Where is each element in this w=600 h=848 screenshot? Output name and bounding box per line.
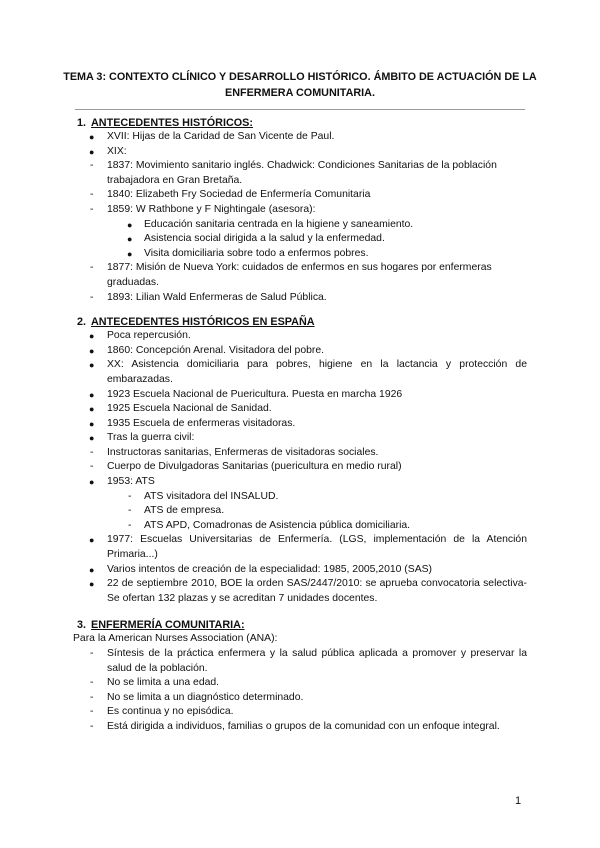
list-item: ● XX: Asistencia domiciliaria para pobres, higiene en la lactancia y protección de embarazadas. (89, 359, 527, 385)
bullet-icon: ● (89, 564, 95, 575)
section-title: ENFERMERÍA COMUNITARIA: (91, 619, 245, 632)
dash-icon: - (90, 461, 94, 473)
list-item: - 1877: Misión de Nueva York: cuidados de enfermos en sus hogares por enfermeras graduadas. (90, 262, 492, 288)
bullet-icon: ● (127, 248, 133, 259)
page-number: 1 (515, 795, 522, 807)
dash-icon: - (90, 262, 94, 274)
list-item: - 1840: Elizabeth Fry Sociedad de Enfermería Comunitaria (0, 188, 600, 203)
dash-icon: - (90, 189, 94, 201)
section-title: ANTECEDENTES HISTÓRICOS EN ESPAÑA (91, 316, 315, 329)
dash-icon: - (90, 720, 94, 732)
section-number: 3. (77, 619, 87, 632)
dash-icon: - (90, 291, 94, 303)
list-item: ● XVII: Hijas de la Caridad de San Vicente de Paul. (0, 130, 600, 145)
sub-list-item: ● Visita domiciliaria sobre todo a enfermos pobres. (0, 247, 600, 262)
list-item: ● 1925 Escuela Nacional de Sanidad. (0, 402, 600, 417)
dash-icon: - (90, 691, 94, 703)
sub-list-item: - ATS de empresa. (0, 504, 600, 519)
bullet-icon: ● (89, 360, 95, 371)
sub-list-item: ● Educación sanitaria centrada en la higiene y saneamiento. (0, 218, 600, 233)
dash-icon: - (90, 706, 94, 718)
section-number: 1. (77, 117, 87, 129)
dash-icon: - (90, 446, 94, 458)
list-item: - Está dirigida a individuos, familias o grupos de la comunidad con un enfoque integral. (0, 720, 600, 735)
dash-icon: - (128, 505, 132, 517)
list-item: - Instructoras sanitarias, Enfermeras de visitadoras sociales. (0, 446, 600, 461)
bullet-icon: ● (127, 219, 133, 230)
list-item: ● Varios intentos de creación de la especialidad: 1985, 2005,2010 (SAS) (0, 563, 600, 578)
document-title: TEMA 3: CONTEXTO CLÍNICO Y DESARROLLO HISTÓRICO. ÁMBITO DE ACTUACIÓN DE LA ENFERMERA COMUNITARIA. (63, 71, 537, 99)
document-body (0, 114, 600, 735)
sub-list-item: - ATS APD, Comadronas de Asistencia pública domiciliaria. (0, 519, 600, 534)
bullet-icon: ● (89, 433, 95, 444)
list-item: ● 1923 Escuela Nacional de Puericultura. Puesta en marcha 1926 (0, 388, 600, 403)
section-intro: Para la American Nurses Association (ANA): (73, 633, 278, 645)
dash-icon: - (90, 677, 94, 689)
dash-icon: - (90, 648, 94, 659)
bullet-icon: ● (89, 331, 95, 342)
list-item: ● 22 de septiembre 2010, BOE la orden SAS/2447/2010: se aprueba convocatoria selectiva- Se ofertan 132 plazas y se acreditan 7 unidades docentes. (89, 578, 527, 604)
bullet-icon: ● (89, 477, 95, 488)
list-item: ● 1860: Concepción Arenal. Visitadora del pobre. (0, 344, 600, 359)
list-item: - Es continua y no episódica. (0, 705, 600, 720)
bullet-icon: ● (89, 418, 95, 429)
list-item: - No se limita a un diagnóstico determinado. (0, 691, 600, 706)
list-item: - No se limita a una edad. (0, 676, 600, 691)
dash-icon: - (128, 519, 132, 531)
list-item: - 1859: W Rathbone y F Nightingale (asesora): (0, 203, 600, 218)
bullet-icon: ● (89, 132, 95, 142)
section-heading-enfermeria (77, 618, 600, 632)
list-item: ● 1953: ATS (0, 475, 600, 490)
dash-icon: - (90, 203, 94, 215)
section-number: 2. (77, 316, 87, 329)
bullet-icon: ● (89, 345, 95, 356)
sub-list-item: ● Asistencia social dirigida a la salud y la enfermedad. (0, 232, 600, 247)
dash-icon: - (128, 490, 132, 502)
dash-icon: - (90, 160, 94, 172)
list-item: ● XIX: (0, 145, 600, 160)
title-divider (75, 109, 525, 110)
section-heading-antecedentes (77, 116, 600, 130)
list-item: - Cuerpo de Divulgadoras Sanitarias (puericultura en medio rural) (0, 460, 600, 475)
list-item: - Síntesis de la práctica enfermera y la salud pública aplicada a promover y preservar la salud de la población. (90, 648, 527, 674)
bullet-icon: ● (127, 234, 133, 245)
bullet-icon: ● (89, 146, 95, 157)
list-item: - 1837: Movimiento sanitario inglés. Chadwick: Condiciones Sanitarias de la población trabajadora en Gran Bretaña. (90, 160, 497, 186)
bullet-icon: ● (89, 389, 95, 400)
bullet-icon: ● (89, 579, 95, 590)
list-item: ● Tras la guerra civil: (0, 431, 600, 446)
list-item: - 1893: Lilian Wald Enfermeras de Salud Pública. (0, 291, 600, 306)
list-item: ● 1977: Escuelas Universitarias de Enfermería. (LGS, implementación de la Atención Primaria...) (89, 534, 527, 561)
sub-list-item: - ATS visitadora del INSALUD. (0, 490, 600, 505)
bullet-icon: ● (89, 535, 95, 546)
section-title: ANTECEDENTES HISTÓRICOS: (91, 117, 253, 129)
bullet-icon: ● (89, 404, 95, 415)
list-item: ● Poca repercusión. (0, 329, 600, 344)
section-heading-espana (77, 315, 600, 329)
list-item: ● 1935 Escuela de enfermeras visitadoras. (0, 417, 600, 432)
